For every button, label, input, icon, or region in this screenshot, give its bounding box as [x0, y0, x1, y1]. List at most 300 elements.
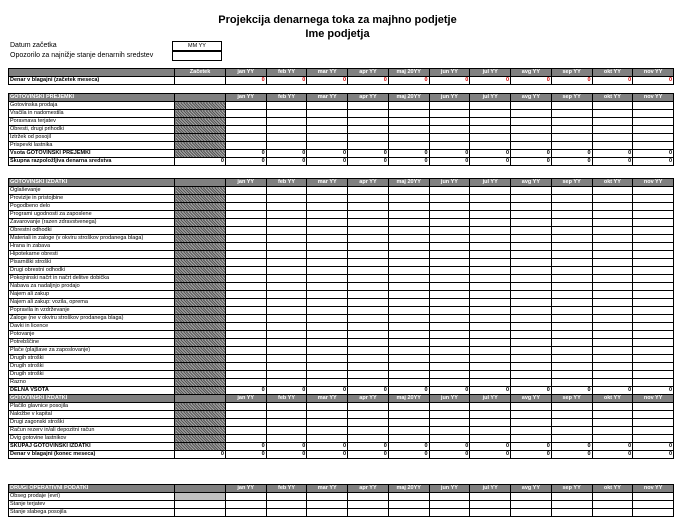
month-cell[interactable] — [225, 355, 266, 363]
month-cell[interactable] — [266, 435, 307, 443]
month-cell[interactable]: 0 — [429, 150, 470, 158]
month-cell[interactable] — [551, 307, 592, 315]
month-cell[interactable]: 0 — [225, 77, 266, 85]
month-cell[interactable] — [633, 110, 674, 118]
month-cell[interactable]: 0 — [307, 150, 348, 158]
month-cell[interactable] — [592, 283, 633, 291]
month-cell[interactable] — [307, 102, 348, 110]
month-cell[interactable] — [307, 195, 348, 203]
month-cell[interactable] — [388, 219, 429, 227]
month-cell[interactable] — [307, 331, 348, 339]
month-cell[interactable] — [470, 142, 511, 150]
month-cell[interactable] — [307, 355, 348, 363]
month-cell[interactable] — [348, 118, 389, 126]
month-cell[interactable] — [511, 315, 552, 323]
month-cell[interactable] — [592, 419, 633, 427]
month-cell[interactable] — [429, 323, 470, 331]
month-cell[interactable] — [633, 403, 674, 411]
month-cell[interactable] — [225, 134, 266, 142]
month-cell[interactable] — [551, 267, 592, 275]
month-cell[interactable] — [633, 227, 674, 235]
month-cell[interactable] — [551, 347, 592, 355]
month-cell[interactable] — [266, 331, 307, 339]
month-cell[interactable] — [266, 203, 307, 211]
month-cell[interactable] — [633, 331, 674, 339]
month-cell[interactable] — [348, 435, 389, 443]
month-cell[interactable] — [470, 427, 511, 435]
month-cell[interactable] — [307, 283, 348, 291]
month-cell[interactable] — [388, 427, 429, 435]
month-cell[interactable] — [266, 211, 307, 219]
month-cell[interactable] — [511, 243, 552, 251]
month-cell[interactable] — [388, 307, 429, 315]
month-cell[interactable] — [225, 331, 266, 339]
month-cell[interactable]: 0 — [551, 158, 592, 166]
month-cell[interactable] — [551, 331, 592, 339]
month-cell[interactable] — [633, 307, 674, 315]
month-cell[interactable] — [429, 267, 470, 275]
month-cell[interactable] — [470, 275, 511, 283]
start-cell[interactable] — [175, 77, 226, 85]
month-cell[interactable] — [225, 379, 266, 387]
month-cell[interactable] — [225, 299, 266, 307]
month-cell[interactable]: 0 — [266, 451, 307, 459]
month-cell[interactable] — [633, 275, 674, 283]
month-cell[interactable] — [388, 291, 429, 299]
month-cell[interactable] — [307, 427, 348, 435]
month-cell[interactable]: 0 — [633, 443, 674, 451]
month-cell[interactable] — [388, 435, 429, 443]
month-cell[interactable] — [429, 347, 470, 355]
month-cell[interactable] — [633, 211, 674, 219]
month-cell[interactable] — [388, 331, 429, 339]
start-cell[interactable] — [175, 379, 226, 387]
month-cell[interactable] — [307, 509, 348, 517]
month-cell[interactable] — [348, 501, 389, 509]
month-cell[interactable]: 0 — [348, 77, 389, 85]
month-cell[interactable] — [551, 142, 592, 150]
month-cell[interactable] — [551, 363, 592, 371]
month-cell[interactable] — [633, 195, 674, 203]
month-cell[interactable]: 0 — [551, 387, 592, 395]
month-cell[interactable] — [470, 102, 511, 110]
month-cell[interactable] — [511, 118, 552, 126]
month-cell[interactable] — [592, 307, 633, 315]
month-cell[interactable] — [225, 501, 266, 509]
month-cell[interactable] — [429, 259, 470, 267]
month-cell[interactable] — [307, 203, 348, 211]
month-cell[interactable] — [592, 403, 633, 411]
month-cell[interactable]: 0 — [470, 387, 511, 395]
month-cell[interactable] — [511, 195, 552, 203]
month-cell[interactable] — [225, 291, 266, 299]
month-cell[interactable] — [511, 493, 552, 501]
month-cell[interactable]: 0 — [511, 150, 552, 158]
month-cell[interactable] — [633, 187, 674, 195]
start-cell[interactable] — [175, 347, 226, 355]
month-cell[interactable] — [348, 493, 389, 501]
month-cell[interactable] — [348, 371, 389, 379]
month-cell[interactable] — [225, 435, 266, 443]
month-cell[interactable] — [307, 110, 348, 118]
month-cell[interactable] — [307, 411, 348, 419]
month-cell[interactable] — [388, 347, 429, 355]
month-cell[interactable] — [429, 379, 470, 387]
start-cell[interactable] — [175, 150, 226, 158]
month-cell[interactable]: 0 — [592, 451, 633, 459]
month-cell[interactable] — [225, 235, 266, 243]
month-cell[interactable]: 0 — [388, 158, 429, 166]
month-cell[interactable] — [388, 126, 429, 134]
month-cell[interactable]: 0 — [633, 150, 674, 158]
month-cell[interactable] — [388, 339, 429, 347]
month-cell[interactable] — [348, 509, 389, 517]
month-cell[interactable] — [348, 339, 389, 347]
month-cell[interactable] — [348, 427, 389, 435]
month-cell[interactable] — [348, 323, 389, 331]
month-cell[interactable] — [429, 493, 470, 501]
month-cell[interactable] — [266, 283, 307, 291]
month-cell[interactable] — [266, 259, 307, 267]
month-cell[interactable] — [388, 355, 429, 363]
month-cell[interactable] — [511, 251, 552, 259]
month-cell[interactable] — [388, 411, 429, 419]
start-cell[interactable]: 0 — [175, 451, 226, 459]
month-cell[interactable] — [592, 299, 633, 307]
month-cell[interactable] — [348, 283, 389, 291]
month-cell[interactable] — [429, 243, 470, 251]
month-cell[interactable] — [551, 251, 592, 259]
month-cell[interactable] — [266, 267, 307, 275]
month-cell[interactable] — [307, 307, 348, 315]
month-cell[interactable]: 0 — [511, 451, 552, 459]
month-cell[interactable] — [592, 211, 633, 219]
month-cell[interactable] — [633, 347, 674, 355]
month-cell[interactable] — [348, 291, 389, 299]
month-cell[interactable] — [633, 419, 674, 427]
month-cell[interactable] — [388, 195, 429, 203]
month-cell[interactable] — [511, 203, 552, 211]
month-cell[interactable] — [551, 435, 592, 443]
month-cell[interactable] — [592, 363, 633, 371]
month-cell[interactable] — [388, 211, 429, 219]
month-cell[interactable] — [266, 363, 307, 371]
month-cell[interactable] — [266, 403, 307, 411]
month-cell[interactable] — [429, 118, 470, 126]
month-cell[interactable]: 0 — [511, 443, 552, 451]
month-cell[interactable] — [388, 493, 429, 501]
month-cell[interactable] — [266, 291, 307, 299]
month-cell[interactable]: 0 — [266, 150, 307, 158]
month-cell[interactable] — [225, 243, 266, 251]
month-cell[interactable] — [511, 134, 552, 142]
month-cell[interactable] — [225, 259, 266, 267]
month-cell[interactable] — [470, 307, 511, 315]
month-cell[interactable] — [429, 299, 470, 307]
month-cell[interactable] — [511, 403, 552, 411]
month-cell[interactable] — [511, 501, 552, 509]
month-cell[interactable]: 0 — [470, 150, 511, 158]
month-cell[interactable] — [348, 195, 389, 203]
month-cell[interactable]: 0 — [470, 158, 511, 166]
month-cell[interactable] — [592, 102, 633, 110]
month-cell[interactable] — [551, 259, 592, 267]
month-cell[interactable] — [266, 126, 307, 134]
month-cell[interactable] — [633, 251, 674, 259]
start-cell[interactable] — [175, 411, 226, 419]
month-cell[interactable] — [633, 142, 674, 150]
start-cell[interactable] — [175, 275, 226, 283]
month-cell[interactable] — [511, 259, 552, 267]
month-cell[interactable] — [470, 291, 511, 299]
month-cell[interactable] — [551, 203, 592, 211]
month-cell[interactable] — [511, 323, 552, 331]
month-cell[interactable] — [470, 403, 511, 411]
month-cell[interactable] — [551, 339, 592, 347]
month-cell[interactable] — [429, 509, 470, 517]
month-cell[interactable] — [266, 243, 307, 251]
month-cell[interactable]: 0 — [511, 77, 552, 85]
month-cell[interactable] — [470, 299, 511, 307]
month-cell[interactable] — [429, 307, 470, 315]
month-cell[interactable] — [470, 283, 511, 291]
month-cell[interactable] — [348, 134, 389, 142]
month-cell[interactable] — [633, 291, 674, 299]
start-cell[interactable]: 0 — [175, 158, 226, 166]
month-cell[interactable] — [266, 195, 307, 203]
month-cell[interactable] — [429, 427, 470, 435]
month-cell[interactable] — [307, 259, 348, 267]
month-cell[interactable] — [633, 323, 674, 331]
start-cell[interactable] — [175, 267, 226, 275]
month-cell[interactable] — [225, 219, 266, 227]
month-cell[interactable] — [307, 134, 348, 142]
month-cell[interactable] — [470, 187, 511, 195]
start-cell[interactable] — [175, 363, 226, 371]
month-cell[interactable] — [266, 275, 307, 283]
month-cell[interactable] — [307, 363, 348, 371]
month-cell[interactable] — [225, 411, 266, 419]
month-cell[interactable]: 0 — [348, 150, 389, 158]
month-cell[interactable] — [388, 142, 429, 150]
month-cell[interactable]: 0 — [592, 443, 633, 451]
month-cell[interactable] — [307, 118, 348, 126]
month-cell[interactable] — [225, 110, 266, 118]
month-cell[interactable] — [348, 110, 389, 118]
month-cell[interactable] — [307, 371, 348, 379]
month-cell[interactable] — [225, 142, 266, 150]
month-cell[interactable] — [225, 203, 266, 211]
month-cell[interactable]: 0 — [388, 387, 429, 395]
month-cell[interactable] — [429, 227, 470, 235]
month-cell[interactable] — [511, 331, 552, 339]
start-cell[interactable] — [175, 243, 226, 251]
month-cell[interactable] — [551, 315, 592, 323]
month-cell[interactable] — [307, 419, 348, 427]
month-cell[interactable] — [429, 275, 470, 283]
month-cell[interactable] — [388, 110, 429, 118]
month-cell[interactable] — [470, 411, 511, 419]
month-cell[interactable] — [470, 501, 511, 509]
month-cell[interactable] — [633, 411, 674, 419]
month-cell[interactable] — [266, 235, 307, 243]
month-cell[interactable]: 0 — [592, 77, 633, 85]
month-cell[interactable] — [429, 102, 470, 110]
month-cell[interactable] — [633, 339, 674, 347]
month-cell[interactable] — [307, 235, 348, 243]
month-cell[interactable] — [592, 187, 633, 195]
month-cell[interactable]: 0 — [633, 451, 674, 459]
start-cell[interactable] — [175, 110, 226, 118]
month-cell[interactable]: 0 — [388, 451, 429, 459]
month-cell[interactable]: 0 — [429, 158, 470, 166]
month-cell[interactable] — [470, 243, 511, 251]
month-cell[interactable] — [388, 323, 429, 331]
start-cell[interactable] — [175, 355, 226, 363]
month-cell[interactable] — [348, 259, 389, 267]
month-cell[interactable] — [511, 379, 552, 387]
month-cell[interactable] — [470, 339, 511, 347]
month-cell[interactable] — [633, 493, 674, 501]
month-cell[interactable] — [633, 355, 674, 363]
month-cell[interactable] — [388, 227, 429, 235]
company-name[interactable]: Ime podjetja — [305, 28, 370, 40]
month-cell[interactable] — [348, 243, 389, 251]
month-cell[interactable]: 0 — [633, 77, 674, 85]
month-cell[interactable] — [592, 203, 633, 211]
month-cell[interactable] — [388, 203, 429, 211]
month-cell[interactable] — [348, 251, 389, 259]
month-cell[interactable] — [225, 339, 266, 347]
month-cell[interactable] — [511, 347, 552, 355]
month-cell[interactable]: 0 — [225, 387, 266, 395]
start-cell[interactable] — [175, 435, 226, 443]
month-cell[interactable] — [429, 291, 470, 299]
month-cell[interactable] — [307, 291, 348, 299]
month-cell[interactable] — [307, 243, 348, 251]
month-cell[interactable] — [470, 493, 511, 501]
start-cell[interactable] — [175, 419, 226, 427]
month-cell[interactable] — [266, 419, 307, 427]
month-cell[interactable] — [348, 219, 389, 227]
month-cell[interactable] — [551, 323, 592, 331]
month-cell[interactable] — [470, 267, 511, 275]
month-cell[interactable] — [551, 187, 592, 195]
month-cell[interactable] — [429, 355, 470, 363]
month-cell[interactable] — [266, 315, 307, 323]
month-cell[interactable] — [551, 509, 592, 517]
month-cell[interactable]: 0 — [470, 451, 511, 459]
month-cell[interactable] — [266, 299, 307, 307]
month-cell[interactable]: 0 — [633, 158, 674, 166]
month-cell[interactable] — [592, 427, 633, 435]
month-cell[interactable] — [307, 323, 348, 331]
month-cell[interactable]: 0 — [511, 387, 552, 395]
month-cell[interactable] — [511, 363, 552, 371]
month-cell[interactable] — [633, 235, 674, 243]
month-cell[interactable] — [225, 493, 266, 501]
month-cell[interactable] — [470, 315, 511, 323]
month-cell[interactable] — [633, 267, 674, 275]
month-cell[interactable] — [388, 419, 429, 427]
month-cell[interactable] — [307, 219, 348, 227]
month-cell[interactable] — [633, 243, 674, 251]
month-cell[interactable] — [633, 219, 674, 227]
month-cell[interactable] — [388, 371, 429, 379]
month-cell[interactable]: 0 — [225, 158, 266, 166]
month-cell[interactable] — [470, 219, 511, 227]
month-cell[interactable] — [592, 219, 633, 227]
month-cell[interactable] — [551, 291, 592, 299]
month-cell[interactable] — [633, 299, 674, 307]
month-cell[interactable] — [388, 283, 429, 291]
month-cell[interactable] — [551, 403, 592, 411]
month-cell[interactable] — [511, 110, 552, 118]
month-cell[interactable]: 0 — [348, 451, 389, 459]
min-cash-warning-input[interactable] — [172, 51, 222, 61]
month-cell[interactable] — [511, 211, 552, 219]
month-cell[interactable] — [266, 493, 307, 501]
month-cell[interactable] — [511, 427, 552, 435]
month-cell[interactable] — [225, 323, 266, 331]
month-cell[interactable] — [307, 142, 348, 150]
month-cell[interactable] — [592, 251, 633, 259]
month-cell[interactable] — [592, 118, 633, 126]
month-cell[interactable] — [592, 493, 633, 501]
month-cell[interactable] — [429, 235, 470, 243]
month-cell[interactable] — [225, 126, 266, 134]
month-cell[interactable] — [633, 126, 674, 134]
month-cell[interactable] — [470, 509, 511, 517]
month-cell[interactable] — [470, 363, 511, 371]
month-cell[interactable] — [429, 195, 470, 203]
month-cell[interactable] — [551, 102, 592, 110]
start-cell[interactable] — [175, 443, 226, 451]
month-cell[interactable] — [429, 435, 470, 443]
month-cell[interactable] — [470, 211, 511, 219]
month-cell[interactable] — [551, 419, 592, 427]
month-cell[interactable]: 0 — [470, 443, 511, 451]
month-cell[interactable]: 0 — [429, 387, 470, 395]
month-cell[interactable] — [551, 195, 592, 203]
month-cell[interactable] — [551, 355, 592, 363]
start-cell[interactable] — [175, 403, 226, 411]
month-cell[interactable] — [551, 110, 592, 118]
month-cell[interactable]: 0 — [388, 443, 429, 451]
month-cell[interactable] — [511, 227, 552, 235]
month-cell[interactable] — [266, 251, 307, 259]
month-cell[interactable] — [511, 435, 552, 443]
month-cell[interactable]: 0 — [551, 77, 592, 85]
month-cell[interactable] — [592, 142, 633, 150]
month-cell[interactable] — [348, 379, 389, 387]
month-cell[interactable] — [592, 235, 633, 243]
start-cell[interactable] — [175, 235, 226, 243]
month-cell[interactable] — [551, 275, 592, 283]
month-cell[interactable] — [470, 323, 511, 331]
month-cell[interactable] — [307, 315, 348, 323]
month-cell[interactable] — [633, 259, 674, 267]
month-cell[interactable]: 0 — [266, 158, 307, 166]
start-cell[interactable] — [175, 251, 226, 259]
month-cell[interactable] — [225, 227, 266, 235]
month-cell[interactable] — [348, 267, 389, 275]
month-cell[interactable] — [348, 419, 389, 427]
month-cell[interactable]: 0 — [633, 387, 674, 395]
month-cell[interactable] — [307, 187, 348, 195]
month-cell[interactable] — [225, 211, 266, 219]
month-cell[interactable] — [266, 227, 307, 235]
